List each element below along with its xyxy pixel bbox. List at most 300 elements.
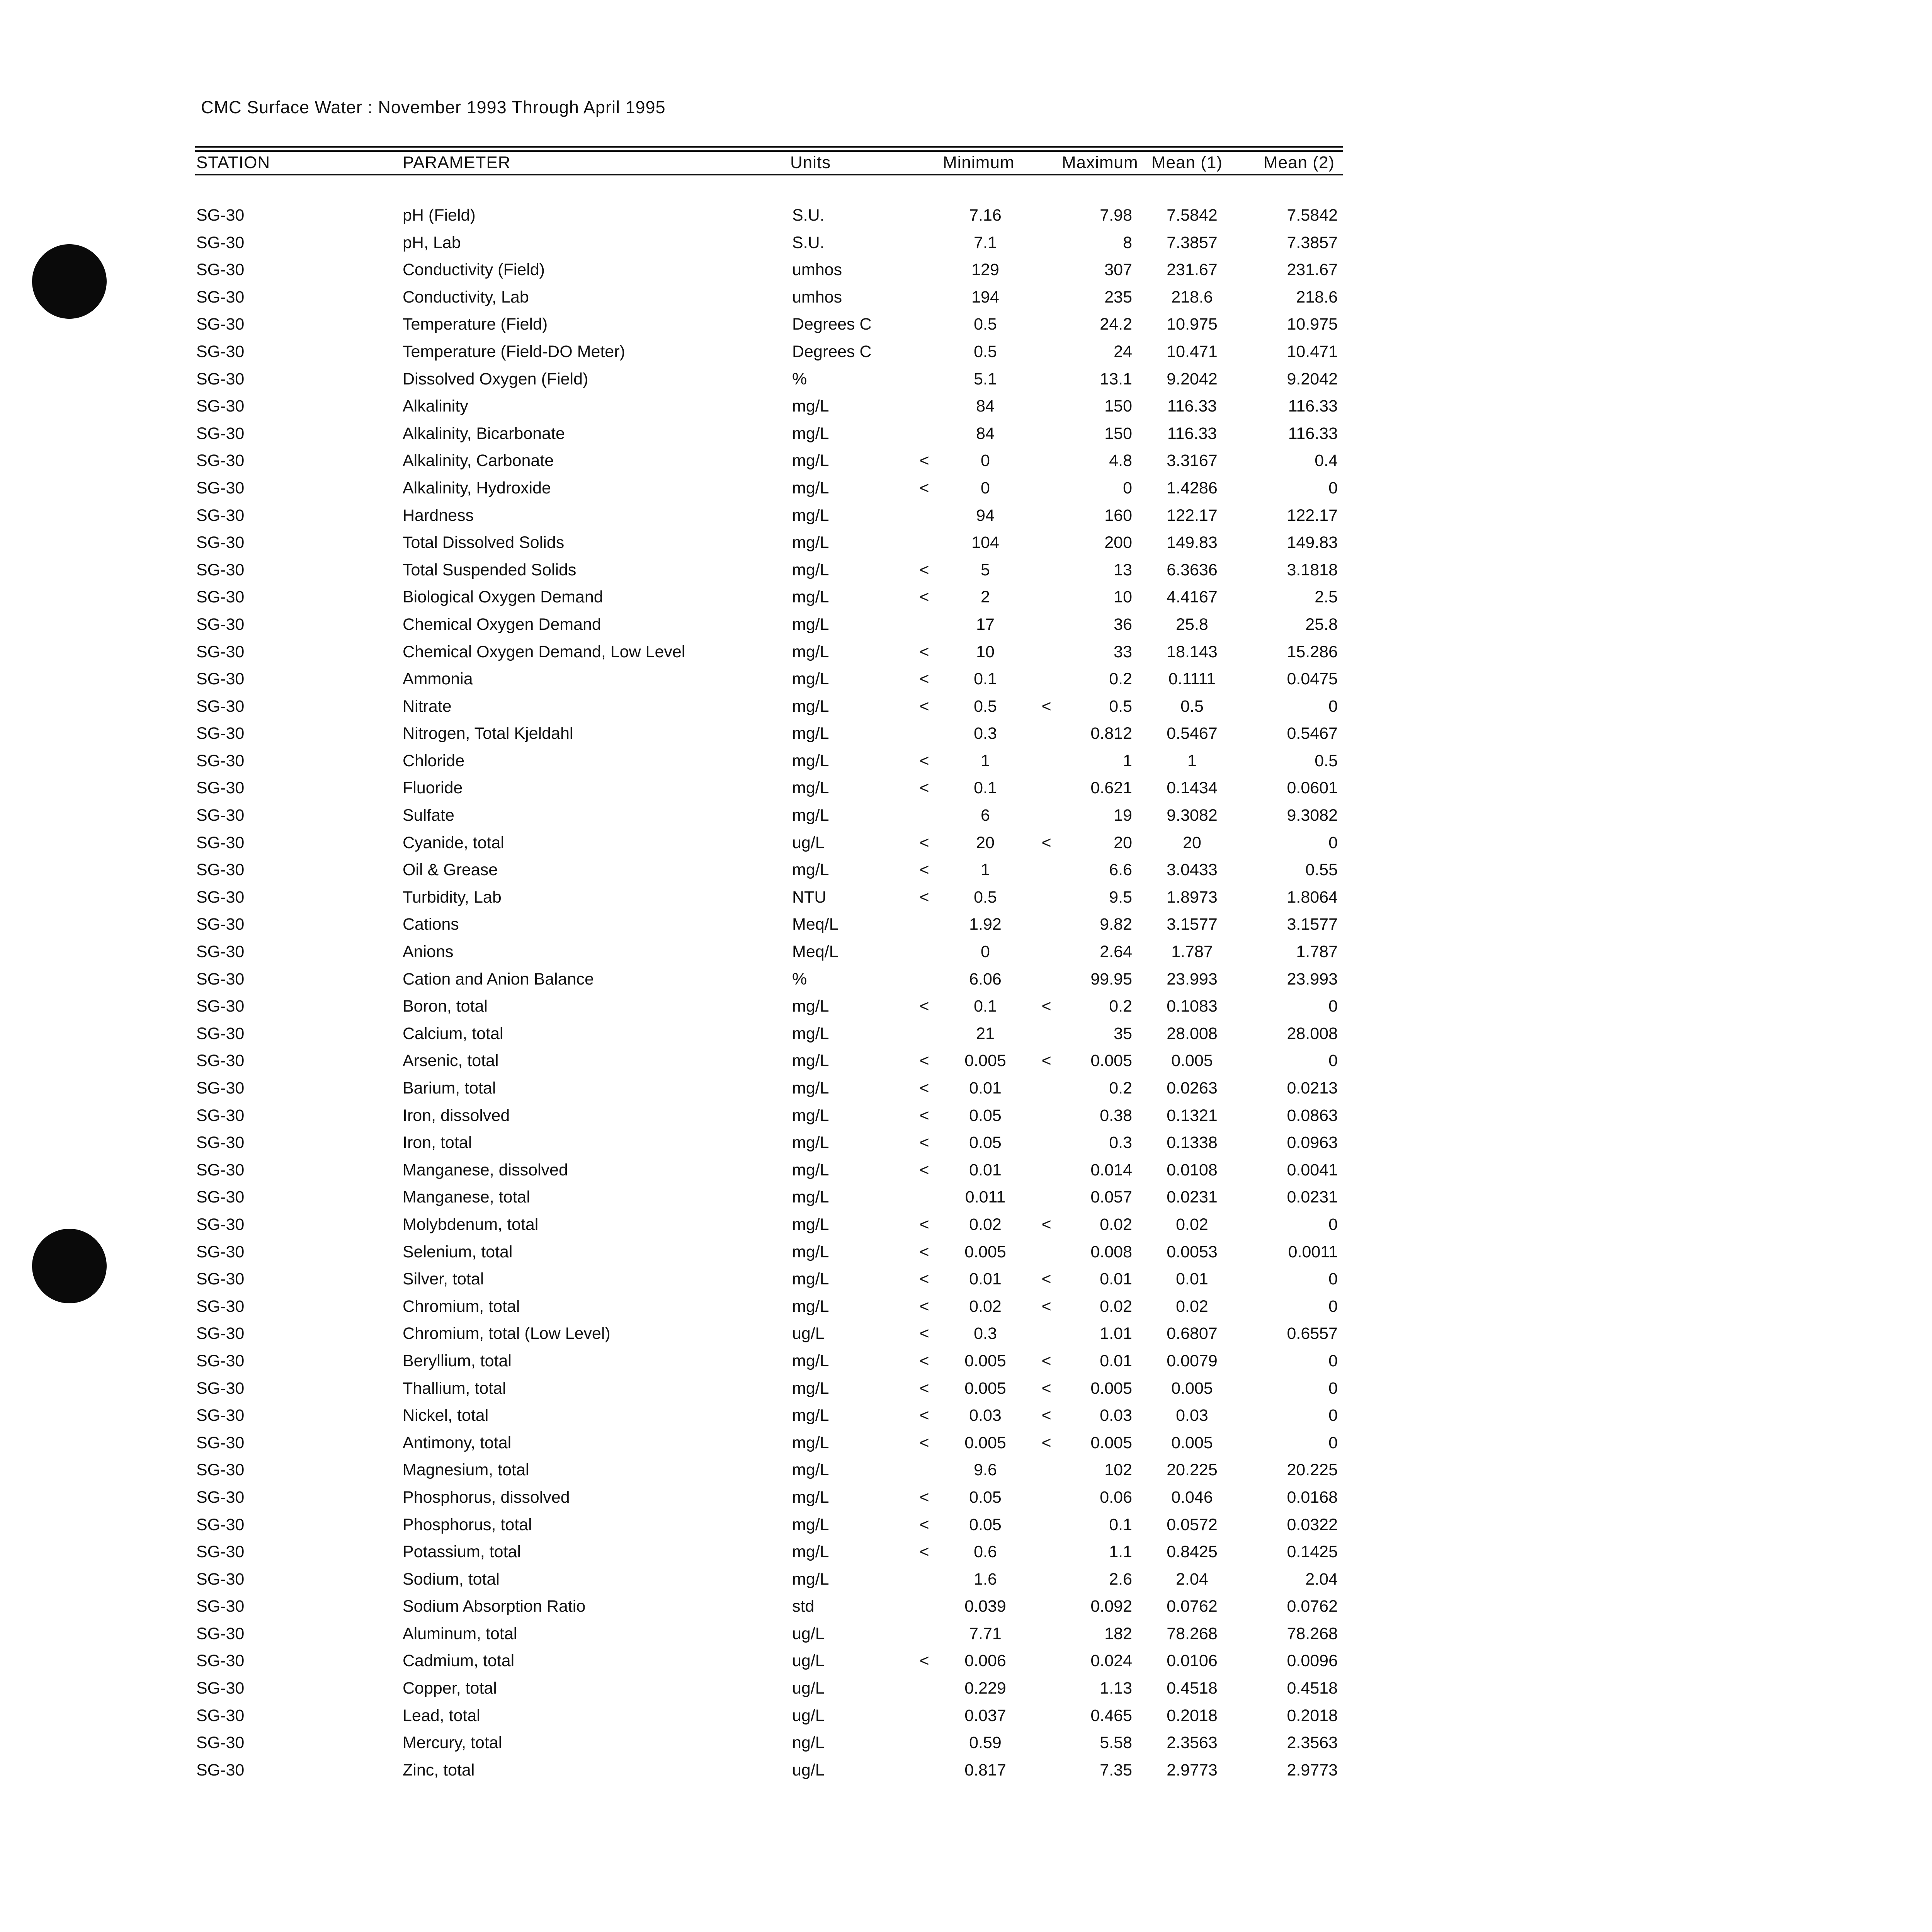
cell-station: SG-30 (196, 1515, 245, 1534)
cell-station: SG-30 (196, 1297, 245, 1316)
cell-maximum: 0.057 (1090, 1188, 1132, 1207)
cell-units: S.U. (792, 233, 825, 252)
cell-mean-1: 23.993 (1167, 969, 1218, 988)
cell-max-qualifier: < (1041, 1433, 1051, 1452)
cell-station: SG-30 (196, 1106, 245, 1125)
cell-minimum: 0.03 (969, 1406, 1002, 1425)
cell-min-qualifier: < (919, 697, 929, 716)
cell-min-qualifier: < (919, 1051, 929, 1070)
cell-maximum: 0.3 (1109, 1133, 1132, 1152)
cell-units: mg/L (792, 1133, 829, 1152)
cell-minimum: 1 (981, 751, 990, 770)
cell-units: mg/L (792, 1270, 829, 1289)
cell-min-qualifier: < (919, 888, 929, 906)
cell-minimum: 0.5 (974, 315, 997, 334)
cell-units: umhos (792, 287, 842, 306)
cell-mean-2: 10.975 (1287, 315, 1338, 334)
cell-mean-1: 10.471 (1167, 342, 1218, 361)
cell-mean-2: 2.04 (1305, 1570, 1338, 1588)
cell-units: mg/L (792, 806, 829, 825)
cell-maximum: 6.6 (1109, 861, 1132, 879)
cell-minimum: 1 (981, 861, 990, 879)
cell-mean-1: 18.143 (1167, 642, 1218, 661)
cell-parameter: Chemical Oxygen Demand (403, 615, 601, 634)
cell-minimum: 7.1 (974, 233, 997, 252)
cell-station: SG-30 (196, 369, 245, 388)
cell-mean-1: 0.0053 (1167, 1242, 1218, 1261)
cell-units: mg/L (792, 1106, 829, 1125)
cell-parameter: Chloride (403, 751, 465, 770)
header-units: Units (790, 153, 831, 172)
table-row (0, 1293, 1932, 1320)
cell-minimum: 2 (981, 588, 990, 607)
cell-units: % (792, 369, 807, 388)
cell-parameter: Total Suspended Solids (403, 560, 577, 579)
cell-mean-2: 0 (1328, 1270, 1338, 1289)
cell-mean-1: 0.1083 (1167, 997, 1218, 1016)
cell-station: SG-30 (196, 1543, 245, 1561)
cell-parameter: Cations (403, 915, 459, 934)
cell-mean-1: 9.3082 (1167, 806, 1218, 825)
cell-units: ug/L (792, 1679, 825, 1698)
cell-maximum: 0.38 (1100, 1106, 1132, 1125)
cell-maximum: 0.2 (1109, 1079, 1132, 1097)
cell-units: Meq/L (792, 915, 838, 934)
cell-mean-1: 0.1338 (1167, 1133, 1218, 1152)
cell-units: mg/L (792, 560, 829, 579)
table-row (0, 1484, 1932, 1511)
cell-max-qualifier: < (1041, 1406, 1051, 1425)
table-row (0, 1675, 1932, 1702)
cell-units: % (792, 969, 807, 988)
cell-mean-1: 78.268 (1167, 1624, 1218, 1643)
cell-minimum: 0.05 (969, 1515, 1002, 1534)
table-row (0, 1238, 1932, 1266)
cell-units: mg/L (792, 997, 829, 1016)
cell-mean-1: 2.04 (1176, 1570, 1208, 1588)
data-table-body (0, 202, 1932, 1784)
cell-mean-2: 3.1818 (1287, 560, 1338, 579)
cell-units: Degrees C (792, 342, 872, 361)
cell-maximum: 7.98 (1100, 206, 1132, 224)
cell-minimum: 0.02 (969, 1297, 1002, 1316)
cell-mean-1: 7.3857 (1167, 233, 1218, 252)
cell-mean-2: 0.0096 (1287, 1651, 1338, 1670)
cell-mean-2: 231.67 (1287, 260, 1338, 279)
cell-mean-1: 20.225 (1167, 1461, 1218, 1480)
cell-mean-2: 0.0762 (1287, 1597, 1338, 1616)
cell-mean-1: 0.1434 (1167, 779, 1218, 798)
cell-mean-2: 0 (1328, 1351, 1338, 1370)
cell-station: SG-30 (196, 315, 245, 334)
cell-station: SG-30 (196, 1379, 245, 1398)
cell-station: SG-30 (196, 1760, 245, 1779)
cell-units: mg/L (792, 1079, 829, 1097)
cell-station: SG-30 (196, 1160, 245, 1179)
cell-mean-1: 3.0433 (1167, 861, 1218, 879)
cell-minimum: 0 (981, 478, 990, 497)
cell-maximum: 0.01 (1100, 1270, 1132, 1289)
cell-min-qualifier: < (919, 1351, 929, 1370)
cell-parameter: Alkalinity (403, 397, 468, 416)
table-row (0, 1184, 1932, 1211)
cell-mean-2: 9.3082 (1287, 806, 1338, 825)
cell-mean-2: 116.33 (1288, 397, 1338, 416)
cell-minimum: 194 (971, 287, 999, 306)
cell-units: mg/L (792, 861, 829, 879)
cell-min-qualifier: < (919, 642, 929, 661)
cell-mean-1: 116.33 (1167, 424, 1217, 443)
table-row (0, 1620, 1932, 1648)
cell-mean-2: 2.3563 (1287, 1733, 1338, 1752)
cell-mean-2: 7.3857 (1287, 233, 1338, 252)
cell-mean-1: 218.6 (1171, 287, 1213, 306)
cell-station: SG-30 (196, 1215, 245, 1234)
cell-parameter: Sodium, total (403, 1570, 500, 1588)
table-row (0, 693, 1932, 720)
cell-minimum: 0.5 (974, 888, 997, 906)
cell-minimum: 7.71 (969, 1624, 1002, 1643)
table-row (0, 774, 1932, 802)
cell-min-qualifier: < (919, 1433, 929, 1452)
cell-mean-1: 0.4518 (1167, 1679, 1218, 1698)
cell-minimum: 0.1 (974, 670, 997, 689)
cell-maximum: 0.092 (1090, 1597, 1132, 1616)
cell-station: SG-30 (196, 533, 245, 552)
cell-maximum: 19 (1114, 806, 1132, 825)
cell-maximum: 0.2 (1109, 670, 1132, 689)
cell-mean-1: 0.005 (1171, 1433, 1213, 1452)
cell-mean-1: 10.975 (1167, 315, 1218, 334)
cell-station: SG-30 (196, 478, 245, 497)
table-row (0, 311, 1932, 338)
cell-mean-2: 149.83 (1287, 533, 1338, 552)
cell-mean-2: 2.5 (1315, 588, 1338, 607)
cell-maximum: 9.5 (1109, 888, 1132, 906)
cell-station: SG-30 (196, 1706, 245, 1725)
cell-station: SG-30 (196, 724, 245, 743)
cell-parameter: Aluminum, total (403, 1624, 517, 1643)
cell-maximum: 0.01 (1100, 1351, 1132, 1370)
cell-maximum: 0 (1123, 478, 1132, 497)
cell-parameter: Temperature (Field-DO Meter) (403, 342, 625, 361)
cell-units: mg/L (792, 642, 829, 661)
cell-mean-2: 0.0322 (1287, 1515, 1338, 1534)
cell-mean-2: 1.8064 (1287, 888, 1338, 906)
cell-min-qualifier: < (919, 861, 929, 879)
table-row (0, 1047, 1932, 1075)
cell-units: mg/L (792, 506, 829, 525)
cell-station: SG-30 (196, 1024, 245, 1043)
cell-station: SG-30 (196, 424, 245, 443)
cell-mean-1: 1.4286 (1167, 478, 1218, 497)
cell-min-qualifier: < (919, 1242, 929, 1261)
cell-minimum: 0.05 (969, 1133, 1002, 1152)
cell-maximum: 150 (1104, 397, 1132, 416)
cell-parameter: Alkalinity, Carbonate (403, 451, 554, 470)
cell-station: SG-30 (196, 997, 245, 1016)
cell-mean-1: 0.03 (1176, 1406, 1208, 1425)
cell-station: SG-30 (196, 942, 245, 961)
cell-units: ug/L (792, 1760, 825, 1779)
cell-units: Meq/L (792, 942, 838, 961)
cell-maximum: 35 (1114, 1024, 1132, 1043)
cell-mean-1: 0.01 (1176, 1270, 1208, 1289)
cell-mean-2: 0.55 (1305, 861, 1338, 879)
cell-minimum: 5 (981, 560, 990, 579)
table-header-rule (195, 174, 1343, 175)
table-row (0, 1320, 1932, 1347)
cell-units: mg/L (792, 1515, 829, 1534)
cell-minimum: 0.005 (964, 1351, 1006, 1370)
document-title: CMC Surface Water : November 1993 Through April 1995 (201, 97, 666, 117)
table-row (0, 1729, 1932, 1757)
header-minimum: Minimum (943, 153, 1015, 172)
cell-parameter: Chromium, total (403, 1297, 520, 1316)
cell-maximum: 150 (1104, 424, 1132, 443)
cell-mean-2: 0.0011 (1288, 1242, 1338, 1261)
cell-station: SG-30 (196, 1324, 245, 1343)
cell-station: SG-30 (196, 1133, 245, 1152)
cell-station: SG-30 (196, 233, 245, 252)
cell-minimum: 0.02 (969, 1215, 1002, 1234)
cell-parameter: pH (Field) (403, 206, 476, 224)
table-row (0, 1129, 1932, 1156)
table-row (0, 638, 1932, 666)
cell-minimum: 104 (971, 533, 999, 552)
cell-mean-1: 0.0572 (1167, 1515, 1218, 1534)
cell-mean-1: 1.787 (1171, 942, 1213, 961)
table-row (0, 938, 1932, 966)
cell-mean-1: 1.8973 (1167, 888, 1218, 906)
cell-minimum: 0.6 (974, 1543, 997, 1561)
cell-station: SG-30 (196, 806, 245, 825)
table-row (0, 1566, 1932, 1593)
cell-mean-1: 2.3563 (1167, 1733, 1218, 1752)
cell-mean-1: 7.5842 (1167, 206, 1218, 224)
cell-max-qualifier: < (1041, 1051, 1051, 1070)
cell-mean-2: 0 (1328, 1051, 1338, 1070)
cell-maximum: 0.02 (1100, 1297, 1132, 1316)
cell-parameter: Nickel, total (403, 1406, 489, 1425)
cell-minimum: 1.92 (969, 915, 1002, 934)
cell-mean-1: 0.005 (1171, 1051, 1213, 1070)
cell-maximum: 160 (1104, 506, 1132, 525)
header-parameter: PARAMETER (403, 153, 511, 172)
cell-units: mg/L (792, 397, 829, 416)
cell-units: mg/L (792, 615, 829, 634)
cell-station: SG-30 (196, 1351, 245, 1370)
cell-min-qualifier: < (919, 1270, 929, 1289)
cell-minimum: 0.01 (969, 1079, 1002, 1097)
cell-station: SG-30 (196, 451, 245, 470)
cell-mean-2: 0 (1328, 478, 1338, 497)
cell-station: SG-30 (196, 915, 245, 934)
table-row (0, 911, 1932, 938)
cell-maximum: 2.6 (1109, 1570, 1132, 1588)
cell-maximum: 4.8 (1109, 451, 1132, 470)
cell-minimum: 0.01 (969, 1270, 1002, 1289)
header-mean-1: Mean (1) (1151, 153, 1223, 172)
cell-parameter: Selenium, total (403, 1242, 513, 1261)
cell-maximum: 7.35 (1100, 1760, 1132, 1779)
cell-maximum: 0.621 (1090, 779, 1132, 798)
cell-mean-1: 0.0106 (1167, 1651, 1218, 1670)
cell-minimum: 7.16 (969, 206, 1002, 224)
cell-parameter: Mercury, total (403, 1733, 502, 1752)
cell-units: mg/L (792, 1215, 829, 1234)
table-row (0, 229, 1932, 257)
cell-max-qualifier: < (1041, 1297, 1051, 1316)
cell-minimum: 0.229 (964, 1679, 1006, 1698)
cell-maximum: 36 (1114, 615, 1132, 634)
cell-maximum: 0.5 (1109, 697, 1132, 716)
table-row (0, 1511, 1932, 1539)
cell-parameter: Molybdenum, total (403, 1215, 539, 1234)
cell-station: SG-30 (196, 697, 245, 716)
cell-units: Degrees C (792, 315, 872, 334)
cell-minimum: 94 (976, 506, 995, 525)
table-row (0, 256, 1932, 284)
cell-station: SG-30 (196, 1461, 245, 1480)
cell-parameter: Sodium Absorption Ratio (403, 1597, 586, 1616)
cell-maximum: 0.005 (1090, 1051, 1132, 1070)
cell-parameter: Chromium, total (Low Level) (403, 1324, 611, 1343)
cell-units: ug/L (792, 1324, 825, 1343)
table-row (0, 420, 1932, 447)
cell-minimum: 1.6 (974, 1570, 997, 1588)
cell-minimum: 9.6 (974, 1461, 997, 1480)
cell-maximum: 0.03 (1100, 1406, 1132, 1425)
cell-mean-2: 0 (1328, 1406, 1338, 1425)
table-row (0, 366, 1932, 393)
table-row (0, 284, 1932, 311)
cell-max-qualifier: < (1041, 833, 1051, 852)
cell-parameter: Fluoride (403, 779, 463, 798)
cell-min-qualifier: < (919, 560, 929, 579)
cell-mean-2: 10.471 (1287, 342, 1338, 361)
cell-mean-1: 116.33 (1167, 397, 1217, 416)
cell-units: ng/L (792, 1733, 825, 1752)
table-row (0, 1265, 1932, 1293)
cell-max-qualifier: < (1041, 1215, 1051, 1234)
cell-parameter: Chemical Oxygen Demand, Low Level (403, 642, 685, 661)
cell-parameter: Silver, total (403, 1270, 484, 1289)
cell-min-qualifier: < (919, 451, 929, 470)
cell-maximum: 24.2 (1100, 315, 1132, 334)
cell-units: mg/L (792, 1297, 829, 1316)
cell-parameter: Biological Oxygen Demand (403, 588, 603, 607)
cell-units: mg/L (792, 1351, 829, 1370)
cell-mean-2: 2.9773 (1287, 1760, 1338, 1779)
cell-parameter: Total Dissolved Solids (403, 533, 565, 552)
table-top-rule (195, 146, 1343, 148)
cell-units: NTU (792, 888, 827, 906)
table-row (0, 747, 1932, 775)
cell-parameter: Nitrogen, Total Kjeldahl (403, 724, 573, 743)
cell-units: mg/L (792, 1406, 829, 1425)
cell-units: mg/L (792, 724, 829, 743)
table-row (0, 1075, 1932, 1102)
cell-parameter: Calcium, total (403, 1024, 503, 1043)
table-row (0, 393, 1932, 420)
table-row (0, 1020, 1932, 1048)
table-row (0, 1347, 1932, 1375)
cell-maximum: 0.06 (1100, 1488, 1132, 1507)
cell-minimum: 84 (976, 424, 995, 443)
cell-units: umhos (792, 260, 842, 279)
cell-station: SG-30 (196, 888, 245, 906)
table-row (0, 829, 1932, 857)
cell-station: SG-30 (196, 833, 245, 852)
cell-parameter: Alkalinity, Hydroxide (403, 478, 551, 497)
cell-parameter: Barium, total (403, 1079, 496, 1097)
cell-minimum: 0.005 (964, 1433, 1006, 1452)
cell-min-qualifier: < (919, 1079, 929, 1097)
table-row (0, 502, 1932, 529)
cell-min-qualifier: < (919, 1215, 929, 1234)
table-row (0, 966, 1932, 993)
cell-parameter: Lead, total (403, 1706, 480, 1725)
table-row (0, 802, 1932, 829)
cell-maximum: 8 (1123, 233, 1132, 252)
cell-mean-1: 0.0263 (1167, 1079, 1218, 1097)
cell-maximum: 0.2 (1109, 997, 1132, 1016)
cell-station: SG-30 (196, 206, 245, 224)
cell-units: mg/L (792, 1379, 829, 1398)
cell-parameter: Turbidity, Lab (403, 888, 502, 906)
cell-units: mg/L (792, 1488, 829, 1507)
cell-parameter: Magnesium, total (403, 1461, 529, 1480)
cell-station: SG-30 (196, 969, 245, 988)
table-row (0, 1211, 1932, 1238)
cell-min-qualifier: < (919, 1297, 929, 1316)
cell-maximum: 1.13 (1100, 1679, 1132, 1698)
cell-parameter: Arsenic, total (403, 1051, 499, 1070)
cell-parameter: Cyanide, total (403, 833, 504, 852)
cell-station: SG-30 (196, 1570, 245, 1588)
cell-maximum: 0.014 (1090, 1160, 1132, 1179)
cell-parameter: Cadmium, total (403, 1651, 515, 1670)
table-row (0, 202, 1932, 229)
cell-minimum: 129 (971, 260, 999, 279)
cell-station: SG-30 (196, 1488, 245, 1507)
cell-station: SG-30 (196, 1433, 245, 1452)
cell-max-qualifier: < (1041, 1270, 1051, 1289)
cell-mean-1: 0.2018 (1167, 1706, 1218, 1725)
cell-parameter: Alkalinity, Bicarbonate (403, 424, 565, 443)
cell-units: mg/L (792, 533, 829, 552)
cell-units: ug/L (792, 833, 825, 852)
cell-min-qualifier: < (919, 751, 929, 770)
table-row (0, 338, 1932, 366)
cell-units: mg/L (792, 1242, 829, 1261)
cell-max-qualifier: < (1041, 1379, 1051, 1398)
cell-maximum: 0.812 (1090, 724, 1132, 743)
cell-min-qualifier: < (919, 1324, 929, 1343)
cell-mean-2: 0.1425 (1287, 1543, 1338, 1561)
table-row (0, 447, 1932, 474)
cell-maximum: 1.1 (1109, 1543, 1132, 1561)
cell-maximum: 0.008 (1090, 1242, 1132, 1261)
cell-maximum: 1 (1123, 751, 1132, 770)
cell-min-qualifier: < (919, 1515, 929, 1534)
cell-mean-2: 122.17 (1287, 506, 1338, 525)
cell-min-qualifier: < (919, 833, 929, 852)
cell-maximum: 1.01 (1100, 1324, 1132, 1343)
cell-units: mg/L (792, 670, 829, 689)
cell-mean-2: 78.268 (1287, 1624, 1338, 1643)
